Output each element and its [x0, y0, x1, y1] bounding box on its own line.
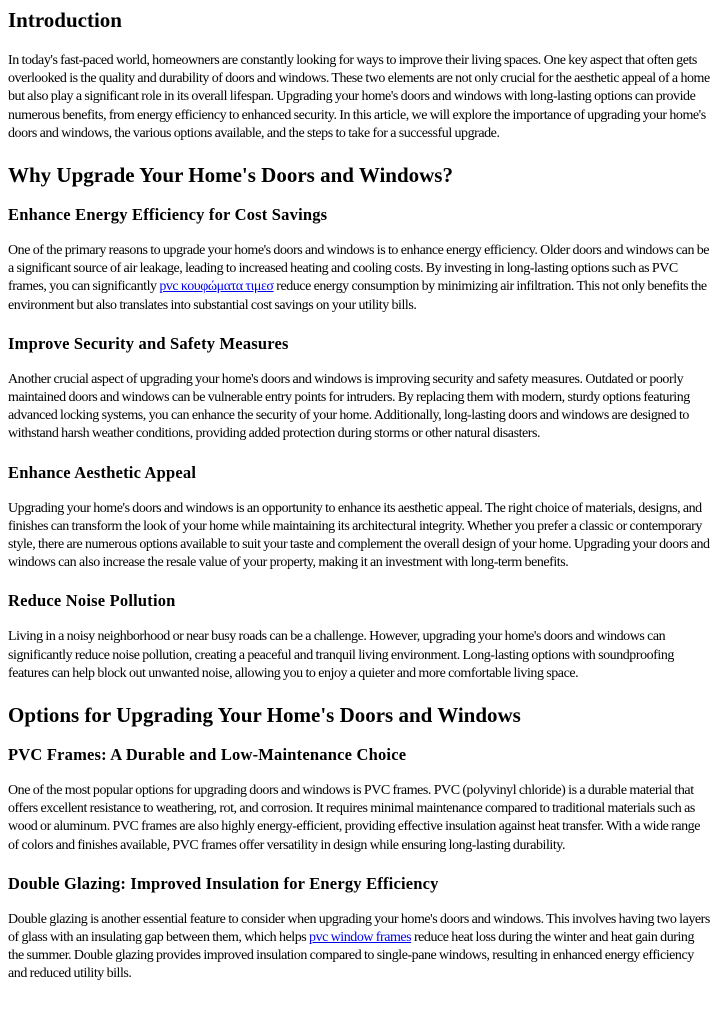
glazing-paragraph [8, 911, 712, 984]
pvc-window-frames-link[interactable]: pvc window frames [309, 930, 412, 946]
glazing-text-after: reduce heat loss during the winter and heat gain during the summer. Double glazing provides improved insulation compared to single-pane windows, resulting in enhanced energy efficiency and reduced utility bills. [8, 930, 695, 982]
heading-noise: Reduce Noise Pollution [8, 591, 176, 611]
security-paragraph: Another crucial aspect of upgrading your home's doors and windows is improving security and safety measures. Outdated or poorly maintained doors and windows can be vulnerable entry points for intruders. By replacing them with modern, sturdy options featuring advanced locking systems, you can enhance the security of your home. Additionally, long-lasting doors and windows are designed to withstand harsh weather conditions, providing added protection during storms or other natural disasters. [8, 371, 690, 442]
energy-text-before: One of the primary reasons to upgrade your home's doors and windows is to enhance energy efficiency. Older doors and windows can be a significant source of air leakage, leading to increased heating and cooling costs. By investing in long-lasting options such as PVC frames, you can significantly [8, 243, 710, 295]
glazing-text-before: Double glazing is another essential feature to consider when upgrading your home's doors and windows. This involves having two layers of glass with an insulating gap between them, which helps [8, 911, 710, 946]
pvc-paragraph: One of the most popular options for upgrading doors and windows is PVC frames. PVC (polyvinyl chloride) is a durable material that offers excellent resistance to weathering, rot, and corrosion. It requires minimal maintenance compared to traditional materials such as wood or aluminum. PVC frames are also highly energy-efficient, providing effective insulation against heat transfer. With a wide range of colors and finishes available, PVC frames offer versatility in design while ensuring long-lasting durability. [8, 783, 700, 853]
heading-energy-efficiency: Enhance Energy Efficiency for Cost Savings [8, 205, 328, 225]
document-page [0, 7, 720, 984]
energy-text-after: reduce energy consumption by minimizing air infiltration. This not only benefits the environment but also translates into substantial cost savings on your utility bills. [8, 279, 707, 313]
energy-paragraph [8, 242, 712, 315]
pvc-prices-link[interactable]: pvc κουφώματα τιμεσ [159, 279, 274, 295]
heading-why-upgrade: Why Upgrade Your Home's Doors and Windows? [8, 163, 453, 188]
intro-paragraph: In today's fast-paced world, homeowners are constantly looking for ways to improve their living spaces. One key aspect that often gets overlooked is the quality and durability of doors and windows. These two elements are not only crucial for the aesthetic appeal of a home but also play a significant role in its overall lifespan. Upgrading your home's doors and windows with long-lasting options can provide numerous benefits, from energy efficiency to enhanced security. In this article, we will explore the importance of upgrading your home's doors and windows, the various options available, and the steps to take for a successful upgrade. [8, 53, 710, 141]
heading-options: Options for Upgrading Your Home's Doors and Windows [8, 703, 521, 728]
heading-aesthetic: Enhance Aesthetic Appeal [8, 462, 197, 482]
aesthetic-paragraph: Upgrading your home's doors and windows is an opportunity to enhance its aesthetic appeal. The right choice of materials, designs, and finishes can transform the look of your home while maintaining its architectural integrity. Whether you prefer a classic or contemporary style, there are numerous options available to suit your taste and complement the overall design of your home. Upgrading your doors and windows can also increase the resale value of your property, making it an investment with long-term benefits. [8, 500, 710, 571]
noise-paragraph: Living in a noisy neighborhood or near busy roads can be a challenge. However, upgrading your home's doors and windows can significantly reduce noise pollution, creating a peaceful and tranquil living environment. Long-lasting options with soundproofing features can help block out unwanted noise, allowing you to enjoy a quieter and more comfortable living space. [8, 629, 674, 681]
heading-security: Improve Security and Safety Measures [8, 333, 289, 353]
heading-introduction: Introduction [8, 8, 122, 32]
heading-double-glazing: Double Glazing: Improved Insulation for Energy Efficiency [8, 873, 439, 893]
heading-pvc-frames: PVC Frames: A Durable and Low-Maintenance Choice [8, 745, 407, 765]
